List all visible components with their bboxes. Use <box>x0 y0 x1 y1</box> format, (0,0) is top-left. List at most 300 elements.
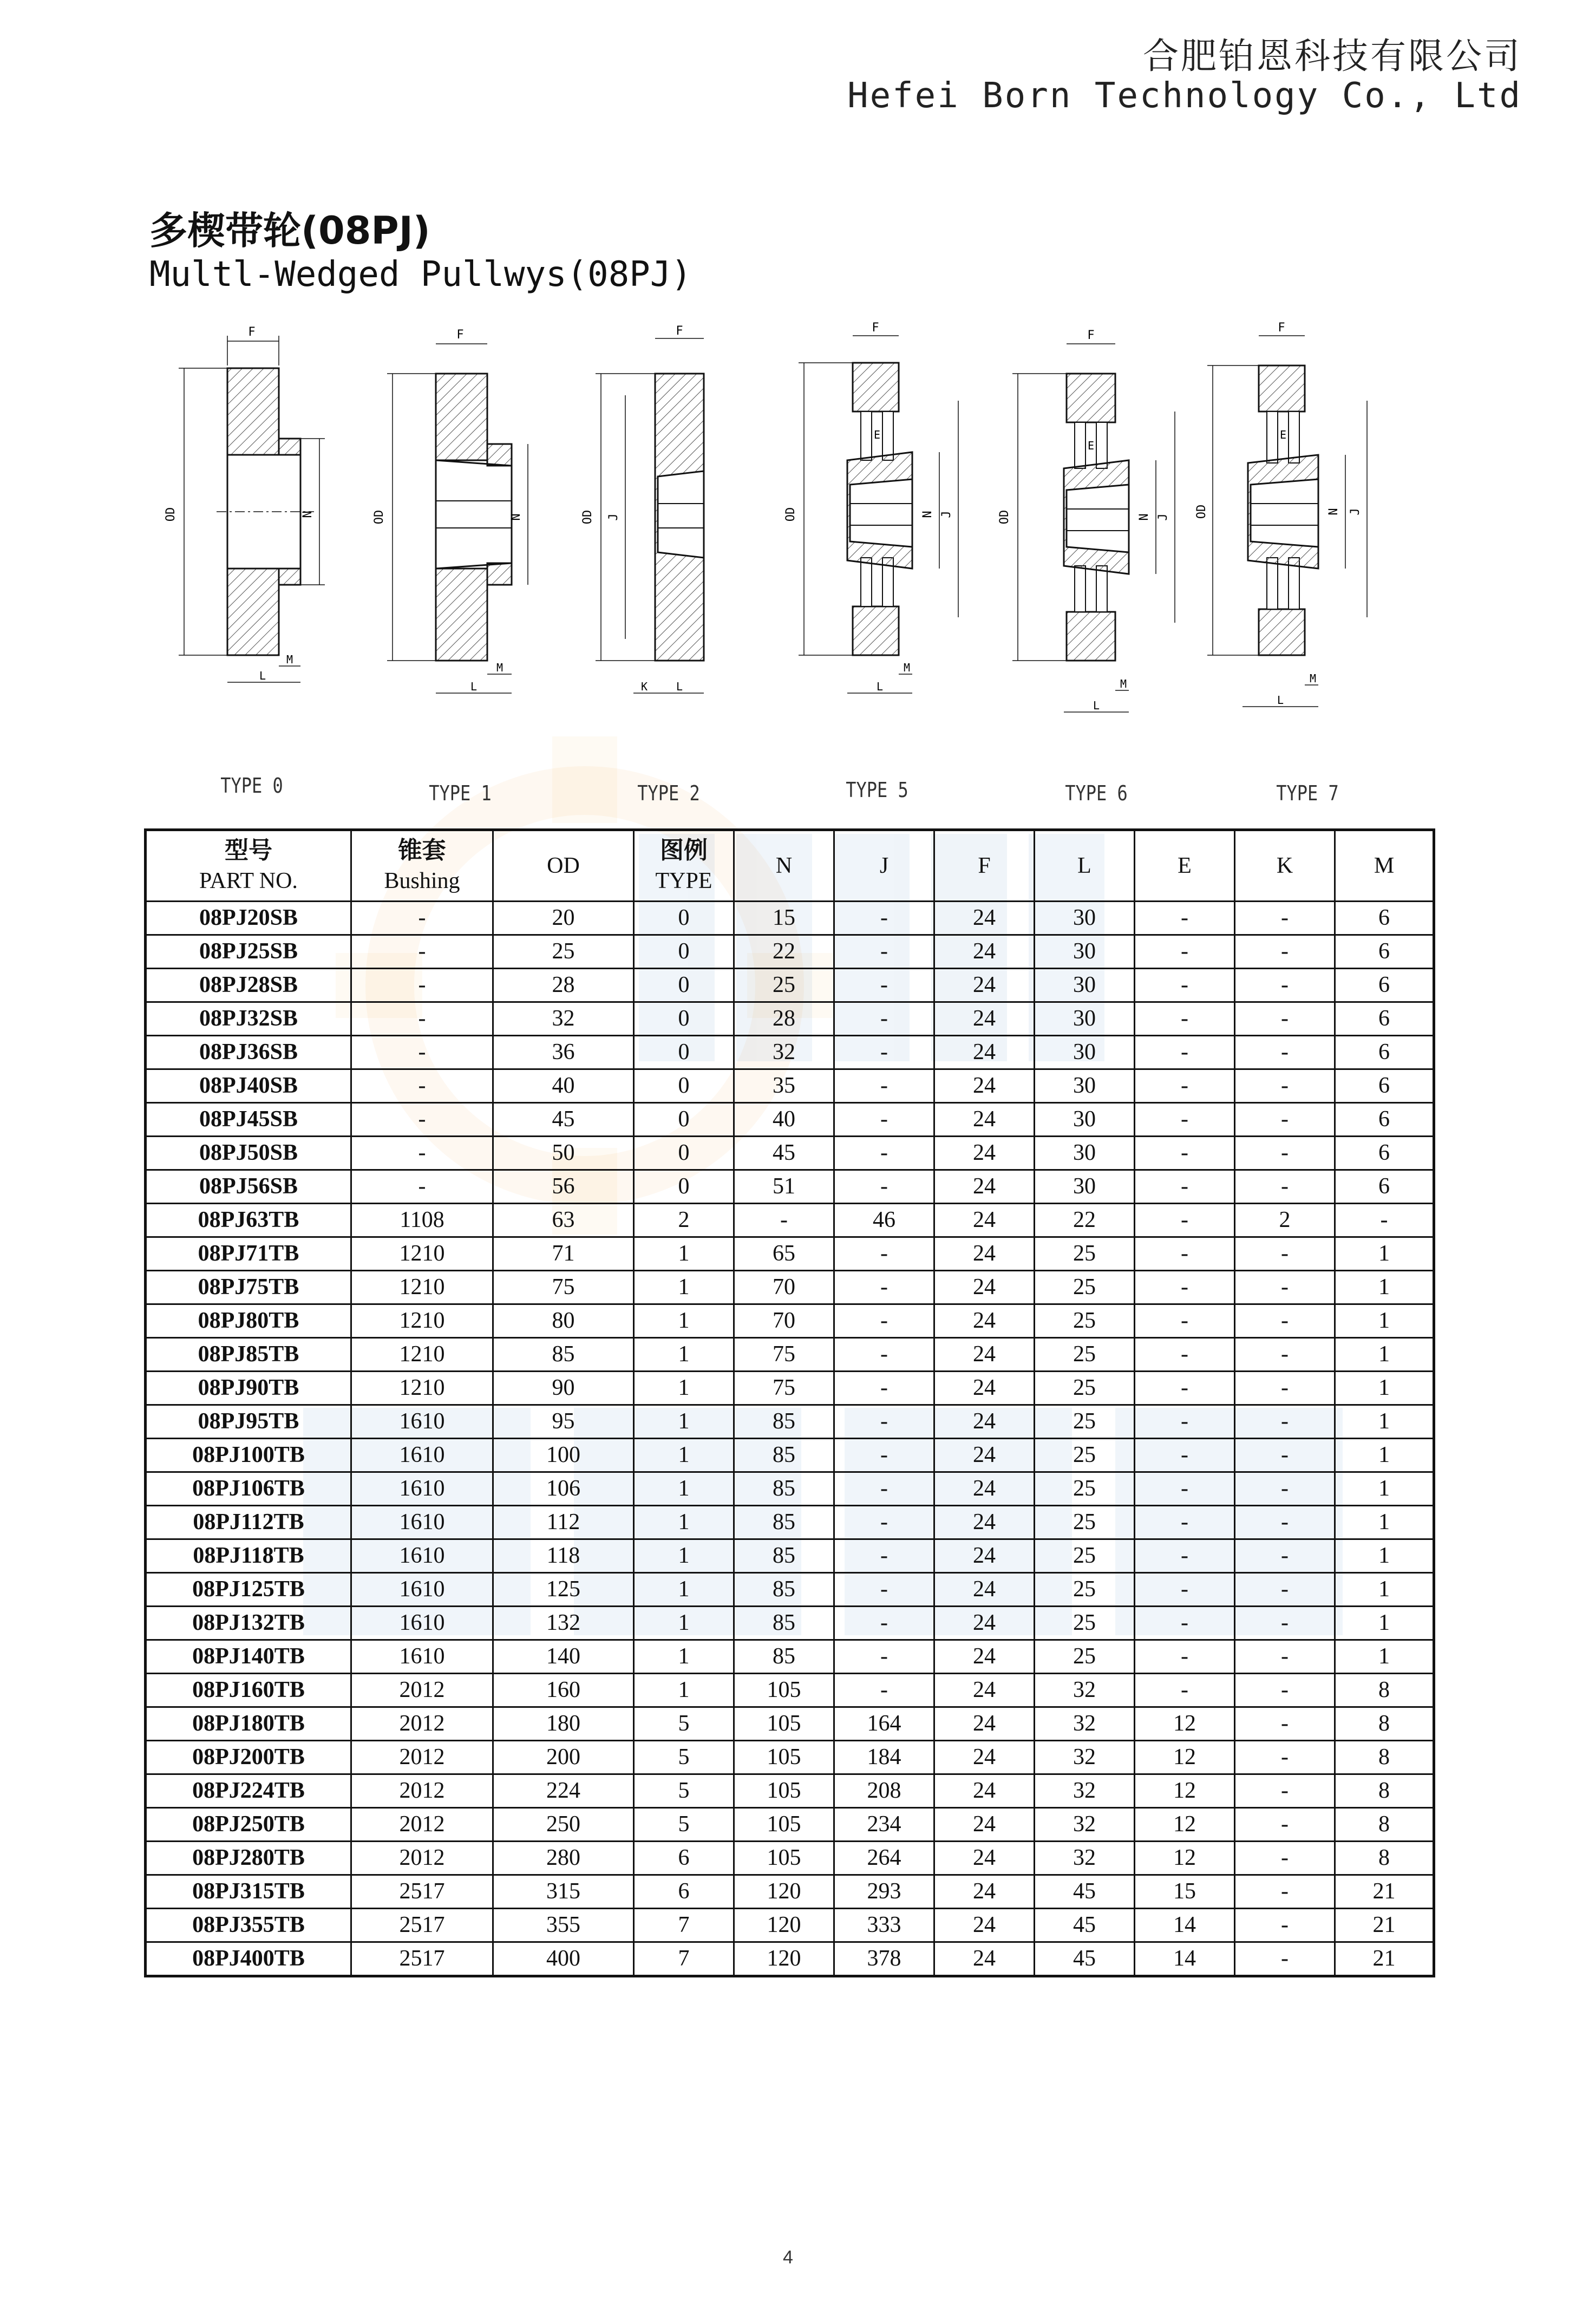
table-row <box>146 1506 1434 1539</box>
dim-m-label: M <box>1309 672 1317 685</box>
table-cell: 280 <box>493 1842 634 1875</box>
table-cell: 24 <box>934 969 1035 1002</box>
table-cell: - <box>834 1036 934 1069</box>
table-row <box>146 1271 1434 1304</box>
table-cell: 355 <box>493 1909 634 1942</box>
part-number-cell: 08PJ28SB <box>146 969 351 1002</box>
table-cell: - <box>1235 1875 1335 1909</box>
dim-od-label: OD <box>784 507 797 522</box>
table-cell: 30 <box>1035 1036 1135 1069</box>
table-cell: 1210 <box>351 1237 493 1271</box>
table-cell: 25 <box>1035 1539 1135 1573</box>
table-cell: 0 <box>634 1170 734 1204</box>
table-cell: - <box>834 1271 934 1304</box>
column-header <box>734 830 834 902</box>
table-cell: 7 <box>634 1909 734 1942</box>
table-cell: - <box>1135 969 1235 1002</box>
type-label: TYPE 1 <box>429 781 492 806</box>
table-cell: - <box>351 969 493 1002</box>
table-cell: - <box>351 1103 493 1137</box>
table-row <box>146 1002 1434 1036</box>
column-header-en: J <box>879 853 889 878</box>
table-cell: - <box>1135 1170 1235 1204</box>
drawing-type-6 <box>991 314 1202 806</box>
table-cell: 70 <box>734 1304 834 1338</box>
table-cell: - <box>1135 1607 1235 1640</box>
table-cell: 140 <box>493 1640 634 1674</box>
table-cell: 2012 <box>351 1741 493 1774</box>
table-cell: 12 <box>1135 1741 1235 1774</box>
column-header <box>1335 830 1434 902</box>
table-cell: - <box>1135 1036 1235 1069</box>
table-row <box>146 969 1434 1002</box>
dim-n-label: N <box>509 513 523 521</box>
table-cell: 118 <box>493 1539 634 1573</box>
table-cell: 25 <box>1035 1304 1135 1338</box>
table-cell: - <box>834 1539 934 1573</box>
dim-e-label: E <box>873 428 881 441</box>
table-row <box>146 1674 1434 1707</box>
column-header-en: TYPE <box>655 869 712 893</box>
dim-f-label: F <box>456 328 464 342</box>
table-cell: - <box>1135 1338 1235 1372</box>
table-cell: - <box>834 902 934 935</box>
part-number-cell: 08PJ100TB <box>146 1439 351 1472</box>
part-number-cell: 08PJ56SB <box>146 1170 351 1204</box>
table-cell: 1 <box>634 1674 734 1707</box>
table-cell: - <box>1235 1573 1335 1607</box>
table-cell: - <box>1235 969 1335 1002</box>
table-cell: 6 <box>1335 1103 1434 1137</box>
table-cell: 1210 <box>351 1271 493 1304</box>
table-row <box>146 1069 1434 1103</box>
table-cell: 2517 <box>351 1909 493 1942</box>
part-number-cell: 08PJ20SB <box>146 902 351 935</box>
table-cell: - <box>1235 935 1335 969</box>
table-cell: 75 <box>734 1372 834 1405</box>
column-header <box>146 830 351 902</box>
table-cell: 30 <box>1035 1002 1135 1036</box>
table-cell: 24 <box>934 1875 1035 1909</box>
dim-n-label: N <box>921 511 934 518</box>
part-number-cell: 08PJ32SB <box>146 1002 351 1036</box>
page-title-en: Multl-Wedged Pullwys(08PJ) <box>149 254 692 295</box>
part-number-cell: 08PJ106TB <box>146 1472 351 1506</box>
table-cell: - <box>1235 1036 1335 1069</box>
table-cell: 1 <box>1335 1271 1434 1304</box>
table-cell: 1 <box>1335 1338 1434 1372</box>
table-cell: 2517 <box>351 1942 493 1976</box>
dim-j-label: J <box>607 513 620 521</box>
table-cell: 1 <box>634 1607 734 1640</box>
table-cell: 2 <box>634 1204 734 1237</box>
dim-j-label: J <box>1156 513 1170 521</box>
table-cell: 32 <box>734 1036 834 1069</box>
table-cell: - <box>1135 1304 1235 1338</box>
column-header <box>351 830 493 902</box>
table-cell: 25 <box>1035 1640 1135 1674</box>
table-cell: - <box>834 969 934 1002</box>
part-number-cell: 08PJ25SB <box>146 935 351 969</box>
table-cell: - <box>1135 1137 1235 1170</box>
table-cell: 0 <box>634 902 734 935</box>
table-cell: 8 <box>1335 1808 1434 1842</box>
table-cell: 24 <box>934 1069 1035 1103</box>
table-cell: 100 <box>493 1439 634 1472</box>
dim-n-label: N <box>1327 508 1340 515</box>
table-cell: 2012 <box>351 1674 493 1707</box>
table-cell: 234 <box>834 1808 934 1842</box>
table-cell: 12 <box>1135 1808 1235 1842</box>
table-cell: 25 <box>1035 1237 1135 1271</box>
table-cell: 30 <box>1035 1103 1135 1137</box>
table-cell: 1610 <box>351 1405 493 1439</box>
dim-l-label: L <box>1277 694 1284 707</box>
table-cell: - <box>1135 1069 1235 1103</box>
table-cell: - <box>1235 1640 1335 1674</box>
dim-m-label: M <box>286 653 293 666</box>
table-cell: 85 <box>734 1607 834 1640</box>
company-name-en: Hefei Born Technology Co., Ltd <box>847 76 1522 116</box>
table-row <box>146 1875 1434 1909</box>
type-0-svg <box>146 314 357 785</box>
table-cell: - <box>1135 1640 1235 1674</box>
table-cell: - <box>834 1069 934 1103</box>
part-number-cell: 08PJ140TB <box>146 1640 351 1674</box>
dim-e-label: E <box>1087 439 1095 452</box>
table-cell: 6 <box>1335 935 1434 969</box>
table-cell: - <box>1235 1002 1335 1036</box>
table-cell: - <box>1235 1607 1335 1640</box>
table-cell: 8 <box>1335 1741 1434 1774</box>
table-cell: 14 <box>1135 1909 1235 1942</box>
table-cell: 15 <box>734 902 834 935</box>
table-cell: 1 <box>634 1506 734 1539</box>
dim-m-label: M <box>903 661 911 674</box>
table-cell: 1610 <box>351 1439 493 1472</box>
table-cell: 0 <box>634 935 734 969</box>
type-6-svg <box>991 314 1202 785</box>
table-cell: - <box>1235 1942 1335 1976</box>
table-cell: - <box>1135 1237 1235 1271</box>
dim-f-label: F <box>1087 329 1095 342</box>
part-number-cell: 08PJ40SB <box>146 1069 351 1103</box>
part-number-cell: 08PJ250TB <box>146 1808 351 1842</box>
page-title-cn: 多楔带轮(08PJ) <box>149 208 430 253</box>
table-cell: 208 <box>834 1774 934 1808</box>
column-header-en: K <box>1276 853 1293 878</box>
table-cell: - <box>351 1170 493 1204</box>
table-row <box>146 1842 1434 1875</box>
table-cell: 160 <box>493 1674 634 1707</box>
table-cell: 30 <box>1035 935 1135 969</box>
table-cell: 45 <box>1035 1942 1135 1976</box>
column-header-en: Bushing <box>384 869 460 893</box>
dim-l-label: L <box>1093 699 1100 712</box>
column-header-en: E <box>1178 853 1192 878</box>
table-cell: - <box>1135 1573 1235 1607</box>
table-cell: 6 <box>1335 1036 1434 1069</box>
table-cell: 24 <box>934 1137 1035 1170</box>
table-cell: - <box>1135 1372 1235 1405</box>
table-cell: 30 <box>1035 1137 1135 1170</box>
table-cell: 24 <box>934 1002 1035 1036</box>
table-cell: 164 <box>834 1707 934 1741</box>
company-name-cn: 合肥铂恩科技有限公司 <box>1143 35 1522 77</box>
table-cell: 24 <box>934 1506 1035 1539</box>
table-cell: 132 <box>493 1607 634 1640</box>
table-cell: 35 <box>734 1069 834 1103</box>
table-cell: 7 <box>634 1942 734 1976</box>
table-cell: 400 <box>493 1942 634 1976</box>
table-cell: 24 <box>934 1103 1035 1137</box>
table-row <box>146 1439 1434 1472</box>
table-cell: 25 <box>1035 1405 1135 1439</box>
table-cell: 184 <box>834 1741 934 1774</box>
table-cell: 22 <box>1035 1204 1135 1237</box>
table-cell: 45 <box>1035 1909 1135 1942</box>
table-cell: 1210 <box>351 1304 493 1338</box>
table-cell: 22 <box>734 935 834 969</box>
table-cell: 56 <box>493 1170 634 1204</box>
table-cell: 1610 <box>351 1640 493 1674</box>
table-cell: 2012 <box>351 1808 493 1842</box>
part-number-cell: 08PJ71TB <box>146 1237 351 1271</box>
dim-od-label: OD <box>1195 504 1208 519</box>
table-cell: 5 <box>634 1774 734 1808</box>
table-cell: - <box>1135 1271 1235 1304</box>
table-cell: 46 <box>834 1204 934 1237</box>
table-cell: 32 <box>1035 1842 1135 1875</box>
table-row <box>146 1405 1434 1439</box>
table-cell: 63 <box>493 1204 634 1237</box>
column-header-en: L <box>1077 853 1091 878</box>
table-cell: - <box>1135 1539 1235 1573</box>
type-2-svg <box>563 314 774 785</box>
table-cell: - <box>1135 935 1235 969</box>
table-cell: 24 <box>934 1741 1035 1774</box>
table-cell: 1610 <box>351 1506 493 1539</box>
table-cell: - <box>1135 1002 1235 1036</box>
table-cell: 85 <box>734 1539 834 1573</box>
dim-od-label: OD <box>998 510 1011 525</box>
table-row <box>146 1909 1434 1942</box>
table-cell: - <box>834 1372 934 1405</box>
table-cell: 25 <box>1035 1607 1135 1640</box>
table-cell: 45 <box>1035 1875 1135 1909</box>
part-number-cell: 08PJ75TB <box>146 1271 351 1304</box>
table-cell: 1210 <box>351 1372 493 1405</box>
table-cell: 24 <box>934 1674 1035 1707</box>
table-cell: - <box>1135 902 1235 935</box>
table-cell: 24 <box>934 1439 1035 1472</box>
dim-f-label: F <box>1278 321 1285 335</box>
table-cell: 1 <box>1335 1573 1434 1607</box>
table-cell: 1 <box>1335 1405 1434 1439</box>
part-number-cell: 08PJ118TB <box>146 1539 351 1573</box>
table-cell: 105 <box>734 1674 834 1707</box>
part-number-cell: 08PJ50SB <box>146 1137 351 1170</box>
table-cell: 45 <box>493 1103 634 1137</box>
part-number-cell: 08PJ224TB <box>146 1774 351 1808</box>
table-row <box>146 1640 1434 1674</box>
table-cell: - <box>1135 1506 1235 1539</box>
table-cell: 1 <box>634 1439 734 1472</box>
table-cell: 95 <box>493 1405 634 1439</box>
table-cell: - <box>834 1439 934 1472</box>
table-cell: 8 <box>1335 1774 1434 1808</box>
column-header <box>1235 830 1335 902</box>
table-cell: 28 <box>493 969 634 1002</box>
table-cell: 6 <box>634 1842 734 1875</box>
table-cell: 85 <box>734 1439 834 1472</box>
table-cell: 24 <box>934 1808 1035 1842</box>
table-cell: 5 <box>634 1808 734 1842</box>
table-cell: - <box>1135 1674 1235 1707</box>
table-cell: 1 <box>1335 1372 1434 1405</box>
table-cell: 12 <box>1135 1707 1235 1741</box>
table-cell: - <box>1235 1842 1335 1875</box>
part-number-cell: 08PJ160TB <box>146 1674 351 1707</box>
type-label: TYPE 0 <box>220 773 283 798</box>
table-row <box>146 1372 1434 1405</box>
table-cell: 24 <box>934 1640 1035 1674</box>
part-number-cell: 08PJ180TB <box>146 1707 351 1741</box>
table-row <box>146 1338 1434 1372</box>
part-number-cell: 08PJ315TB <box>146 1875 351 1909</box>
table-cell: 333 <box>834 1909 934 1942</box>
table-cell: 28 <box>734 1002 834 1036</box>
type-1-svg <box>355 314 566 785</box>
table-cell: - <box>1235 1539 1335 1573</box>
table-cell: 24 <box>934 1573 1035 1607</box>
dim-e-label: E <box>1279 428 1287 441</box>
dim-f-label: F <box>248 325 256 339</box>
table-cell: 5 <box>634 1741 734 1774</box>
table-cell: 180 <box>493 1707 634 1741</box>
dim-f-label: F <box>872 321 879 335</box>
table-cell: - <box>834 1506 934 1539</box>
column-header-cn: 型号 <box>225 837 272 864</box>
table-row <box>146 1707 1434 1741</box>
table-cell: 6 <box>1335 969 1434 1002</box>
table-cell: 20 <box>493 902 634 935</box>
table-cell: - <box>351 935 493 969</box>
table-cell: 32 <box>1035 1774 1135 1808</box>
table-cell: 250 <box>493 1808 634 1842</box>
table-cell: 378 <box>834 1942 934 1976</box>
table-cell: - <box>1235 1774 1335 1808</box>
part-number-cell: 08PJ280TB <box>146 1842 351 1875</box>
table-cell: 85 <box>734 1573 834 1607</box>
part-number-cell: 08PJ85TB <box>146 1338 351 1372</box>
table-cell: 30 <box>1035 1170 1135 1204</box>
table-cell: 120 <box>734 1942 834 1976</box>
table-cell: 106 <box>493 1472 634 1506</box>
table-cell: 32 <box>1035 1707 1135 1741</box>
table-cell: - <box>1135 1405 1235 1439</box>
dim-od-label: OD <box>164 507 178 522</box>
table-cell: 90 <box>493 1372 634 1405</box>
table-cell: - <box>1235 1069 1335 1103</box>
table-cell: - <box>351 1069 493 1103</box>
table-cell: 1 <box>634 1237 734 1271</box>
table-cell: 1 <box>1335 1304 1434 1338</box>
table-cell: 8 <box>1335 1707 1434 1741</box>
table-cell: 36 <box>493 1036 634 1069</box>
column-header-en: M <box>1374 853 1395 878</box>
table-cell: 14 <box>1135 1942 1235 1976</box>
table-cell: 15 <box>1135 1875 1235 1909</box>
table-row <box>146 1741 1434 1774</box>
table-cell: 105 <box>734 1842 834 1875</box>
table-cell: 85 <box>493 1338 634 1372</box>
table-header <box>146 830 1434 902</box>
table-cell: 25 <box>493 935 634 969</box>
table-cell: 71 <box>493 1237 634 1271</box>
table-cell: 25 <box>734 969 834 1002</box>
part-number-cell: 08PJ112TB <box>146 1506 351 1539</box>
table-cell: 85 <box>734 1472 834 1506</box>
table-cell: 6 <box>634 1875 734 1909</box>
table-row <box>146 1607 1434 1640</box>
table-row <box>146 1808 1434 1842</box>
table-cell: - <box>1235 1271 1335 1304</box>
table-row <box>146 1774 1434 1808</box>
table-cell: 105 <box>734 1774 834 1808</box>
table-body <box>146 902 1434 1976</box>
dim-j-label: J <box>940 511 953 518</box>
table-cell: 21 <box>1335 1942 1434 1976</box>
part-number-cell: 08PJ36SB <box>146 1036 351 1069</box>
table-cell: 1 <box>1335 1607 1434 1640</box>
dim-od-label: OD <box>372 510 386 525</box>
table-cell: - <box>1235 1304 1335 1338</box>
table-cell: 30 <box>1035 1069 1135 1103</box>
table-cell: - <box>834 1002 934 1036</box>
table-cell: 24 <box>934 1707 1035 1741</box>
table-cell: 1 <box>634 1472 734 1506</box>
part-number-cell: 08PJ132TB <box>146 1607 351 1640</box>
part-number-cell: 08PJ95TB <box>146 1405 351 1439</box>
dim-l-label: L <box>259 669 266 682</box>
table-cell: 12 <box>1135 1774 1235 1808</box>
table-cell: - <box>351 1137 493 1170</box>
table-cell: 24 <box>934 1842 1035 1875</box>
table-cell: 6 <box>1335 1170 1434 1204</box>
table-cell: - <box>834 1607 934 1640</box>
table-cell: 75 <box>734 1338 834 1372</box>
table-cell: 24 <box>934 1237 1035 1271</box>
table-cell: 25 <box>1035 1271 1135 1304</box>
table-row <box>146 1472 1434 1506</box>
table-cell: 1108 <box>351 1204 493 1237</box>
table-cell: - <box>834 1405 934 1439</box>
table-cell: 1 <box>1335 1640 1434 1674</box>
table-cell: 24 <box>934 935 1035 969</box>
table-cell: 85 <box>734 1506 834 1539</box>
table-cell: 32 <box>1035 1741 1135 1774</box>
table-row <box>146 935 1434 969</box>
part-number-cell: 08PJ45SB <box>146 1103 351 1137</box>
table-cell: 24 <box>934 1204 1035 1237</box>
column-header-en: PART NO. <box>199 869 298 893</box>
page-number: 4 <box>783 2247 793 2268</box>
table-cell: 85 <box>734 1640 834 1674</box>
table-cell: 0 <box>634 1036 734 1069</box>
table-cell: 30 <box>1035 969 1135 1002</box>
table-cell: 1610 <box>351 1539 493 1573</box>
